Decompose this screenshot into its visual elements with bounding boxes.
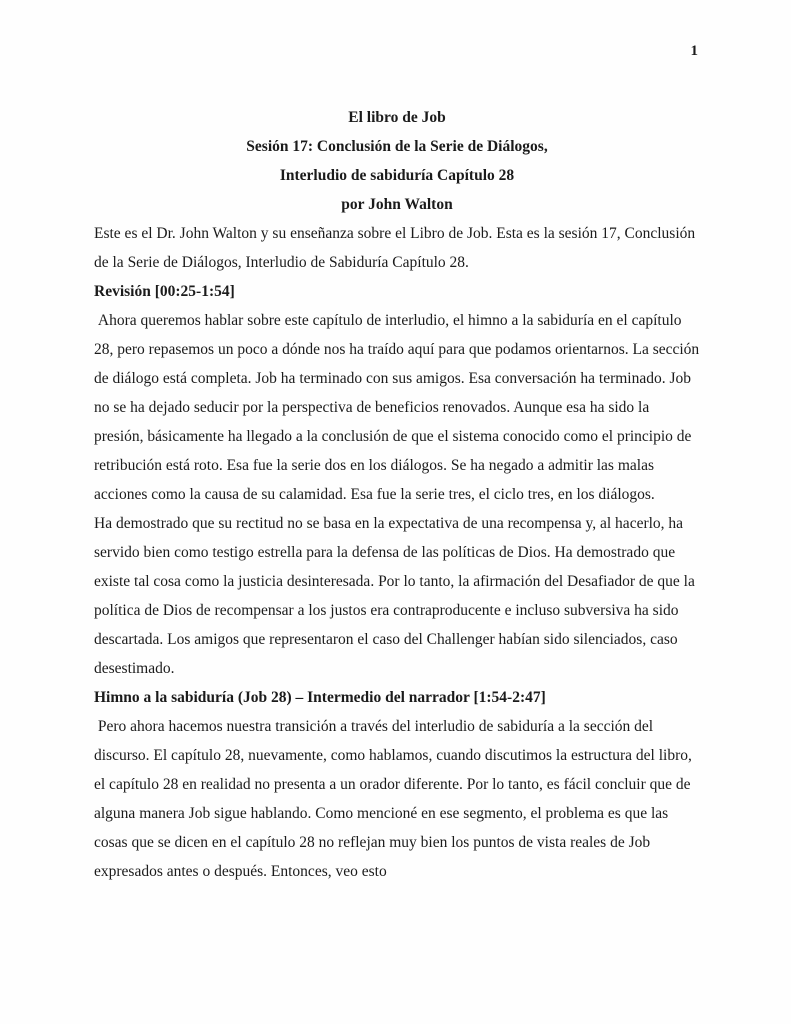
document-title: El libro de Job <box>348 109 446 126</box>
body-paragraph: Ha demostrado que su rectitud no se basa en la expectativa de una recompensa y, al hacerlo, ha servido bien como testigo estrella para la defensa de las políticas de Dios. Ha demostrado que existe tal cosa como la justicia desinteresada. Por lo tanto, la afirmación del Desafiador de que la política de Dios de recompensar a los justos era contraproducente e incluso subversiva ha sido descartada. Los amigos que representaron el caso del Challenger habían sido silenciados, caso desestimado. <box>94 515 699 677</box>
section-heading: Revisión [00:25-1:54] <box>94 283 235 300</box>
document-subtitle-session: Sesión 17: Conclusión de la Serie de Diálogos, <box>246 138 548 155</box>
page-number: 1 <box>690 43 698 59</box>
body-paragraph: Ahora queremos hablar sobre este capítulo de interludio, el himno a la sabiduría en el capítulo 28, pero repasemos un poco a dónde nos ha traído aquí para que podamos orientarnos. La sección de diálogo está completa. Job ha terminado con sus amigos. Esa conversación ha terminado. Job no se ha dejado seducir por la perspectiva de beneficios renovados. Aunque esa ha sido la presión, básicamente ha llegado a la conclusión de que el sistema conocido como el principio de retribución está roto. Esa fue la serie dos en los diálogos. Se ha negado a admitir las malas acciones como la causa de su calamidad. Esa fue la serie tres, el ciclo tres, en los diálogos. <box>94 312 704 503</box>
document-author: por John Walton <box>341 196 453 213</box>
document-body <box>94 219 704 886</box>
title-block <box>94 103 700 219</box>
body-paragraph: Pero ahora hacemos nuestra transición a través del interludio de sabiduría a la sección del discurso. El capítulo 28, nuevamente, como hablamos, cuando discutimos la estructura del libro, el capítulo 28 en realidad no presenta a un orador diferente. Por lo tanto, es fácil concluir que de alguna manera Job sigue hablando. Como mencioné en ese segmento, el problema es que las cosas que se dicen en el capítulo 28 no reflejan muy bien los puntos de vista reales de Job expresados antes o después. Entonces, veo esto <box>94 718 696 880</box>
body-paragraph: Este es el Dr. John Walton y su enseñanza sobre el Libro de Job. Esta es la sesión 17, Conclusión de la Serie de Diálogos, Interludio de Sabiduría Capítulo 28. <box>94 225 700 271</box>
document-subtitle-interlude: Interludio de sabiduría Capítulo 28 <box>279 167 515 184</box>
section-heading: Himno a la sabiduría (Job 28) – Intermedio del narrador [1:54-2:47] <box>94 689 546 706</box>
